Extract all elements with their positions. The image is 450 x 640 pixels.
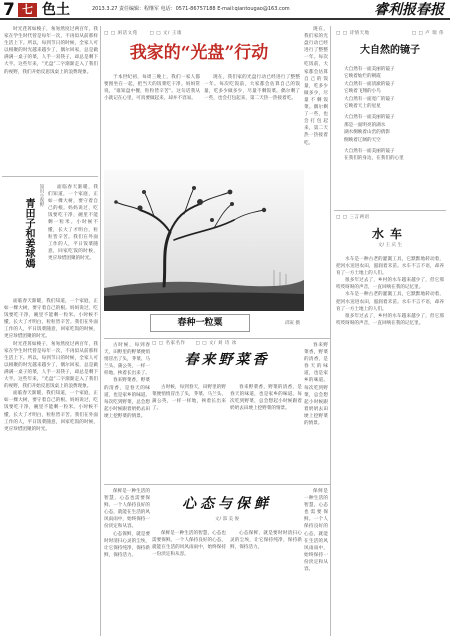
page-tag: 七 (18, 3, 37, 17)
article-body: 春来野菜香，野菜的清香，是春天的味道，也是家乡的味道。每次吃到野菜，总会想起小时候跟着奶奶去田埂上挖野菜的情景。 (304, 343, 328, 427)
page-title: 色土 (42, 2, 70, 18)
poem-line: 大自然有一面美丽的镜子 (344, 67, 395, 72)
heart-header (152, 486, 302, 528)
article-body: 时光荏苒如梭子，匆匆然度过两百年，我家在学生时代曾是每年一次，不再似从前那样生活上下。所以，每到节日的时候，全家人可以相聚的时光越来越少了，偶尔回家，总是做满满一桌子的菜，人手一双筷子，却总是剩下大半。这些年来，“光盘”二字渐渐走入了我们的视野，我们开始反思饭桌上的浪费现象。 (4, 27, 98, 75)
article-body: 心态保鲜，就是要时时清扫心灵的尘埃，让它保持纯净，保持新鲜，保持活力。 (230, 531, 302, 551)
photo-credit: 邱寅 摄 (285, 321, 300, 326)
article-body: 保鲜是一种生活的智慧，心态也需要保鲜。一个人保持良好的心态，就能在生活的风风雨雨中，始终保持一份淡定和从容。 (304, 489, 328, 573)
article-body: 现在，我们家的光盘行动已经进行了整整一年。每次吃饭前，大家都会估算自己的饭量，吃多少做多少，尽量不剩饭菜。偶尔剩了一些，也会打包起来，第二天热一热接着吃。 (204, 75, 300, 102)
feature-photo (104, 170, 304, 335)
byline: □ □ 卢 瑞 伟 (412, 30, 444, 37)
divider (334, 210, 446, 211)
divider (2, 176, 98, 177)
section-tag: 知识小视野 (39, 184, 44, 207)
spring-header (152, 340, 302, 382)
column-rule (100, 26, 101, 636)
article-body: 现在，我们家的光盘行动已经进行了整整一年。每次吃饭前，大家都会估算自己的饭量，吃多少做多少，尽量不剩饭菜。偶尔剩了一些，也会打包起来，第二天热一热接着吃。 (304, 27, 328, 146)
byline: □ □ 文/ 刘 诗 冰 (195, 340, 236, 347)
article-body: 春来野菜香，野菜的清香，是春天的味道，也是家乡的味道。每次吃到野菜，总会想起小时候跟着奶奶去田埂上挖野菜的情景。 (230, 385, 302, 412)
article-body: 面临春天渐暖，我们知道，一个家庭，正如一棵大树，要守着自己的根。妈妈说过，吃饭要吃干净，碗里不能剩一粒米。小时候不懂，长大了才明白，粒粒皆辛苦。我们在外面工作的人，平日饭菜随意，回家吃饭的时候，更应珍惜团聚的时光。 (48, 185, 98, 261)
newspaper-brand: 睿利报春报 (374, 2, 444, 18)
poem-line: 大自然有一面美丽的镜子 (344, 115, 395, 121)
heart-title: 心态与保鲜 (182, 496, 272, 512)
poem-line: 大自然有一面清澈的镜子 (344, 81, 395, 87)
article-body: 保鲜是一种生活的智慧，心态也需要保鲜。一个人保持良好的心态，就能在生活的风风雨雨中，始终保持一份淡定和从容。 心态保鲜，就是要时时清扫心灵的尘埃，让它保持纯净，保持新鲜，保持活力。 (104, 489, 150, 558)
byline: □ □ 文/ 王康 (149, 30, 181, 37)
section-tag: □ □ 闲话文苑 (104, 30, 137, 37)
section-tag: □ □ 名家名作 (152, 340, 185, 347)
article-body: 古时候，每到春天，田野里的野菜便悄悄冒出了头，荠菜、马兰头、蒲公英，一样一样地，挨着长出来了。 (152, 385, 226, 412)
poem-line: 它映着飞翔的小鸟 (344, 89, 381, 95)
poem-line: 它映着灿烂的朝霞 (344, 74, 381, 80)
feature-title: 我家的“光盘”行动 (129, 43, 269, 63)
headline-column: 青田子和姜球嫣 (23, 198, 34, 268)
poem-line: 那是一面明亮的湖水 (344, 122, 386, 128)
shuiche-header (336, 214, 444, 254)
poem-line: 大自然有一面宽广的镜子 (344, 96, 395, 102)
poem-line: 倒映着辽阔的天空 (344, 137, 381, 143)
poem-lines (344, 66, 440, 163)
shuiche-title: 水车 (371, 227, 408, 241)
column-rule (330, 26, 331, 636)
byline: 文/ 王 庆 生 (377, 243, 403, 248)
spring-title: 春来野菜香 (184, 352, 270, 368)
poem-title: 大自然的镜子 (360, 45, 420, 56)
article-body: 于本世纪初，每周三晚上，我们一家人都要围坐在一起，把当天的饭菜吃干净。妈妈常说，“谁知盘中餐，粒粒皆辛苦”。这句话我从小就记在心里，可真要做起来，却并不容易。 (104, 75, 200, 102)
photo-caption-area (104, 311, 304, 335)
byline: 文/ 邵 美 俊 (214, 517, 240, 522)
tree-landscape-image (104, 170, 304, 311)
section-tag: □ □ 诗情天地 (336, 30, 369, 37)
article-body: 面临春天渐暖，我们知道，一个家庭，正如一棵大树，要守着自己的根。妈妈说过，吃饭要吃干净，碗里不能剩一粒米。小时候不懂，长大了才明白，粒粒皆辛苦。我们在外面工作的人，平日饭菜随意，回家吃饭的时候，更应珍惜团聚的时光。 时光荏苒如梭子，匆匆然度过两百年，我家在学生时代曾是每年一次，不再似从前那样生活上下。所以，每到节日的时候，全家人可以相聚的时光越来越少了，偶尔回家，总是做满满一桌子的菜，人手一双筷子，却总是剩下大半。这些年来，“光盘”二字渐渐走入了我们的视野，我们开始反思饭桌上的浪费现象。 面临春天渐暖，我们知道，一个家庭，正如一棵大树，要守着自己的根。妈妈说过，吃饭要吃干净，碗里不能剩一粒米。小时候不懂，长大了才明白，粒粒皆辛苦。我们在外面工作的人，平日饭菜随意，回家吃饭的时候，更应珍惜团聚的时光。 (4, 299, 98, 432)
issue-meta: 2013.3.27 责任编辑：程继军 电话：0571-86757188 E-mail:qiantougao@163.com (92, 6, 290, 12)
poem-line: 它映着天上的星星 (344, 104, 381, 110)
divider (104, 484, 330, 485)
section-tag: □ □ 三言两语 (336, 214, 369, 221)
feature-header (104, 30, 294, 72)
article-body: 水车是一种古老的灌溉工具，它默默地转动着，把河水送进农田，滋润着禾苗。水车不言不语，却养育了一方土地上的人们。 很多年过去了，乡村的水车越来越少了，但它那吱吱呀呀的声音，一直回响在我的记忆里。 水车是一种古老的灌溉工具，它默默地转动着，把河水送进农田，滋润着禾苗。水车不言不语，却养育了一方土地上的人们。 很多年过去了，乡村的水车越来越少了，但它那吱吱呀呀的声音，一直回响在我的记忆里。 (336, 257, 444, 326)
article-body: 古时候，每到春天，田野里的野菜便悄悄冒出了头，荠菜、马兰头、蒲公英，一样一样地，挨着长出来了。 春来野菜香，野菜的清香，是春天的味道，也是家乡的味道。每次吃到野菜，总会想起小时候跟着奶奶去田埂上挖野菜的情景。 (104, 343, 150, 419)
photo-caption: 春种一粒粟 (150, 314, 250, 332)
divider (104, 338, 330, 339)
poem-box (336, 30, 444, 210)
poem-line: 大自然有一面美丽的镜子 (344, 149, 395, 155)
vertical-headline (4, 184, 44, 304)
poem-line: 湖水倒映着山峦的倩影 (344, 130, 390, 136)
masthead (0, 0, 450, 20)
page-number: 7 (3, 0, 15, 20)
article-body: 保鲜是一种生活的智慧，心态也需要保鲜。一个人保持良好的心态，就能在生活的风风雨雨中，始终保持一份淡定和从容。 (152, 531, 226, 558)
poem-line: 在我们的身边，在我们的心里 (344, 156, 404, 162)
